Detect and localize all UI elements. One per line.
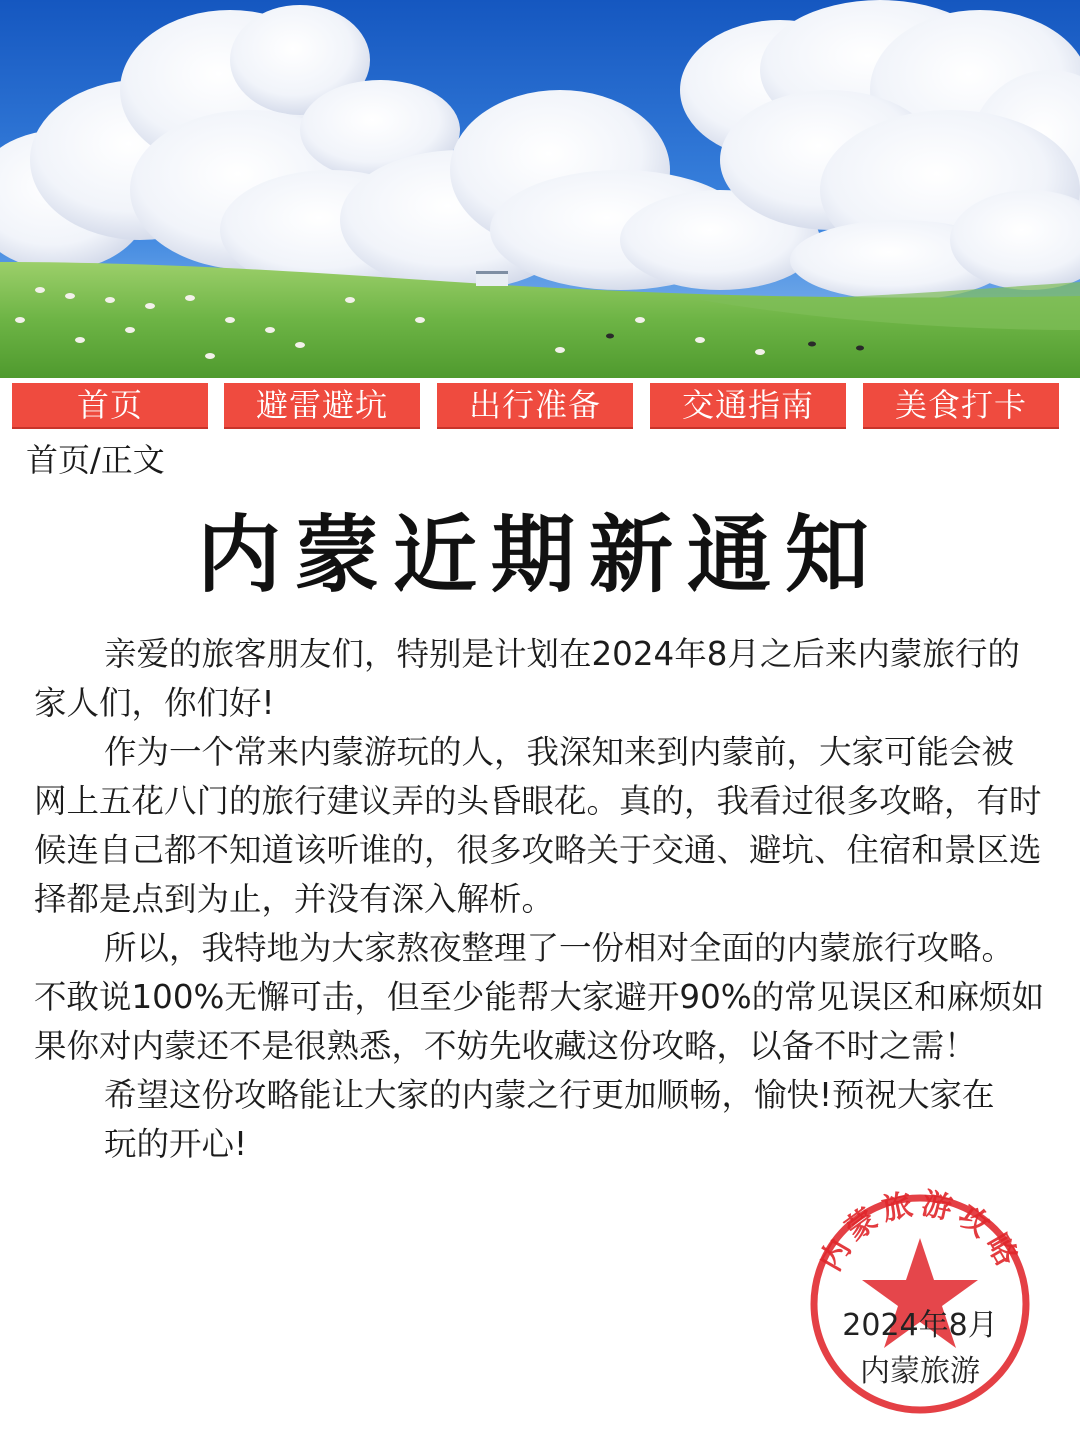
article-paragraph: 玩的开心! <box>104 1125 248 1163</box>
page-title: 内蒙近期新通知 <box>196 506 883 604</box>
top-nav <box>0 383 1080 429</box>
hero-banner-image <box>0 0 1080 378</box>
article-paragraph: 亲爱的旅客朋友们，特别是计划在2024年8月之后来内蒙旅行的家人们，你们好! <box>34 635 1020 722</box>
breadcrumb: 首页/正文 <box>26 441 165 479</box>
nav-item-avoid-pitfalls[interactable]: 避雷避坑 <box>224 383 420 427</box>
svg-text:内蒙旅游攻略: 内蒙旅游攻略 <box>813 1186 1027 1278</box>
official-seal-stamp <box>800 1180 1040 1420</box>
seal-organization: 内蒙旅游 <box>860 1354 980 1389</box>
nav-item-food[interactable]: 美食打卡 <box>863 383 1059 427</box>
nav-item-trip-prep[interactable]: 出行准备 <box>437 383 633 427</box>
article-body <box>34 630 1046 1169</box>
nav-item-transport-guide[interactable]: 交通指南 <box>650 383 846 427</box>
seal-date: 2024年8月 <box>842 1308 998 1343</box>
article-paragraph: 作为一个常来内蒙游玩的人，我深知来到内蒙前，大家可能会被网上五花八门的旅行建议弄的头昏眼花。真的，我看过很多攻略，有时候连自己都不知道该听谁的，很多攻略关于交通、避坑、住宿和景区选择都是点到为止，并没有深入解析。 <box>34 733 1042 918</box>
article-paragraph: 所以，我特地为大家熬夜整理了一份相对全面的内蒙旅行攻略。不敢说100%无懈可击，但至少能帮大家避开90%的常见误区和麻烦如果你对内蒙还不是很熟悉，不妨先收藏这份攻略，以备不时之需！ <box>34 929 1045 1065</box>
article-paragraph: 希望这份攻略能让大家的内蒙之行更加顺畅，愉快!预祝大家在 <box>104 1076 995 1114</box>
nav-item-home[interactable]: 首页 <box>12 383 208 427</box>
